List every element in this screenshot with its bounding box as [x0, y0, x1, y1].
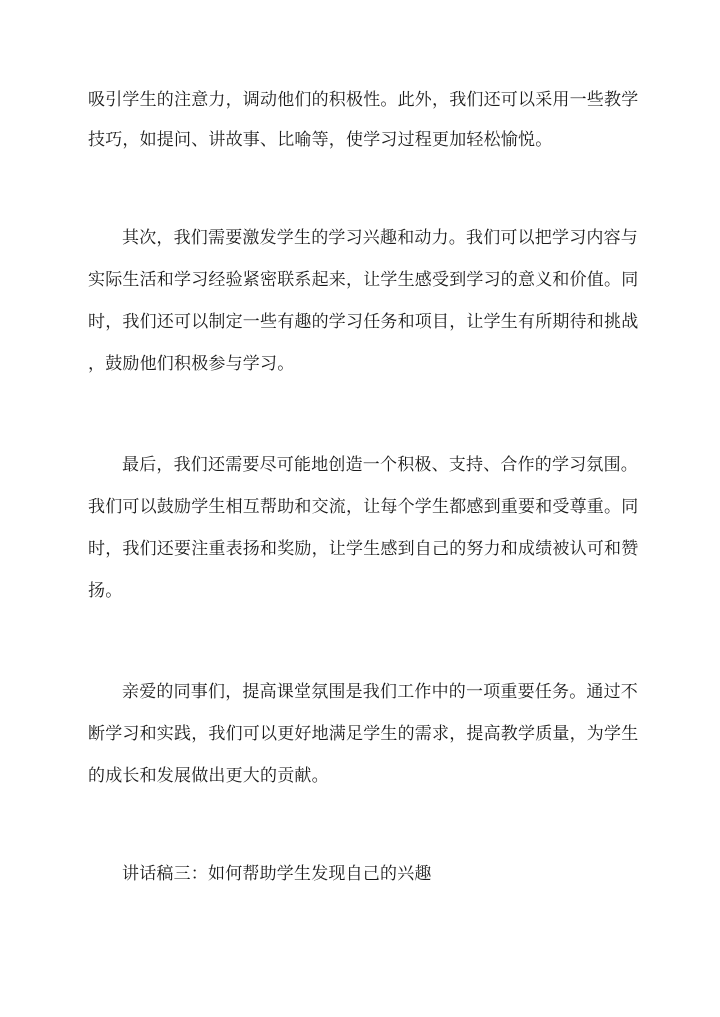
paragraph-2-line-1: 其次，我们需要激发学生的学习兴趣和动力。我们可以把学习内容与	[122, 228, 638, 248]
paragraph-3-line-2: 我们可以鼓励学生相互帮助和交流，让每个学生都感到重要和受尊重。同	[88, 497, 639, 517]
paragraph-1-line-2: 技巧，如提问、讲故事、比喻等，使学习过程更加轻松愉悦。	[88, 130, 553, 150]
paragraph-3-line-4: 扬。	[88, 581, 123, 601]
paragraph-2-line-4: ，鼓励他们积极参与学习。	[88, 354, 295, 374]
paragraph-4-line-2: 断学习和实践，我们可以更好地满足学生的需求，提高教学质量，为学生	[88, 724, 639, 744]
paragraph-4-line-3: 的成长和发展做出更大的贡献。	[88, 766, 329, 786]
paragraph-4-line-1: 亲爱的同事们，提高课堂氛围是我们工作中的一项重要任务。通过不	[122, 682, 638, 702]
paragraph-2-line-2: 实际生活和学习经验紧密联系起来，让学生感受到学习的意义和价值。同	[88, 270, 639, 290]
paragraph-2-line-3: 时，我们还可以制定一些有趣的学习任务和项目，让学生有所期待和挑战	[88, 312, 639, 332]
section-heading: 讲话稿三：如何帮助学生发现自己的兴趣	[122, 864, 432, 884]
paragraph-3-line-1: 最后，我们还需要尽可能地创造一个积极、支持、合作的学习氛围。	[122, 455, 638, 475]
paragraph-1-line-1: 吸引学生的注意力，调动他们的积极性。此外，我们还可以采用一些教学	[88, 90, 639, 110]
paragraph-3-line-3: 时，我们还要注重表扬和奖励，让学生感到自己的努力和成绩被认可和赞	[88, 539, 639, 559]
